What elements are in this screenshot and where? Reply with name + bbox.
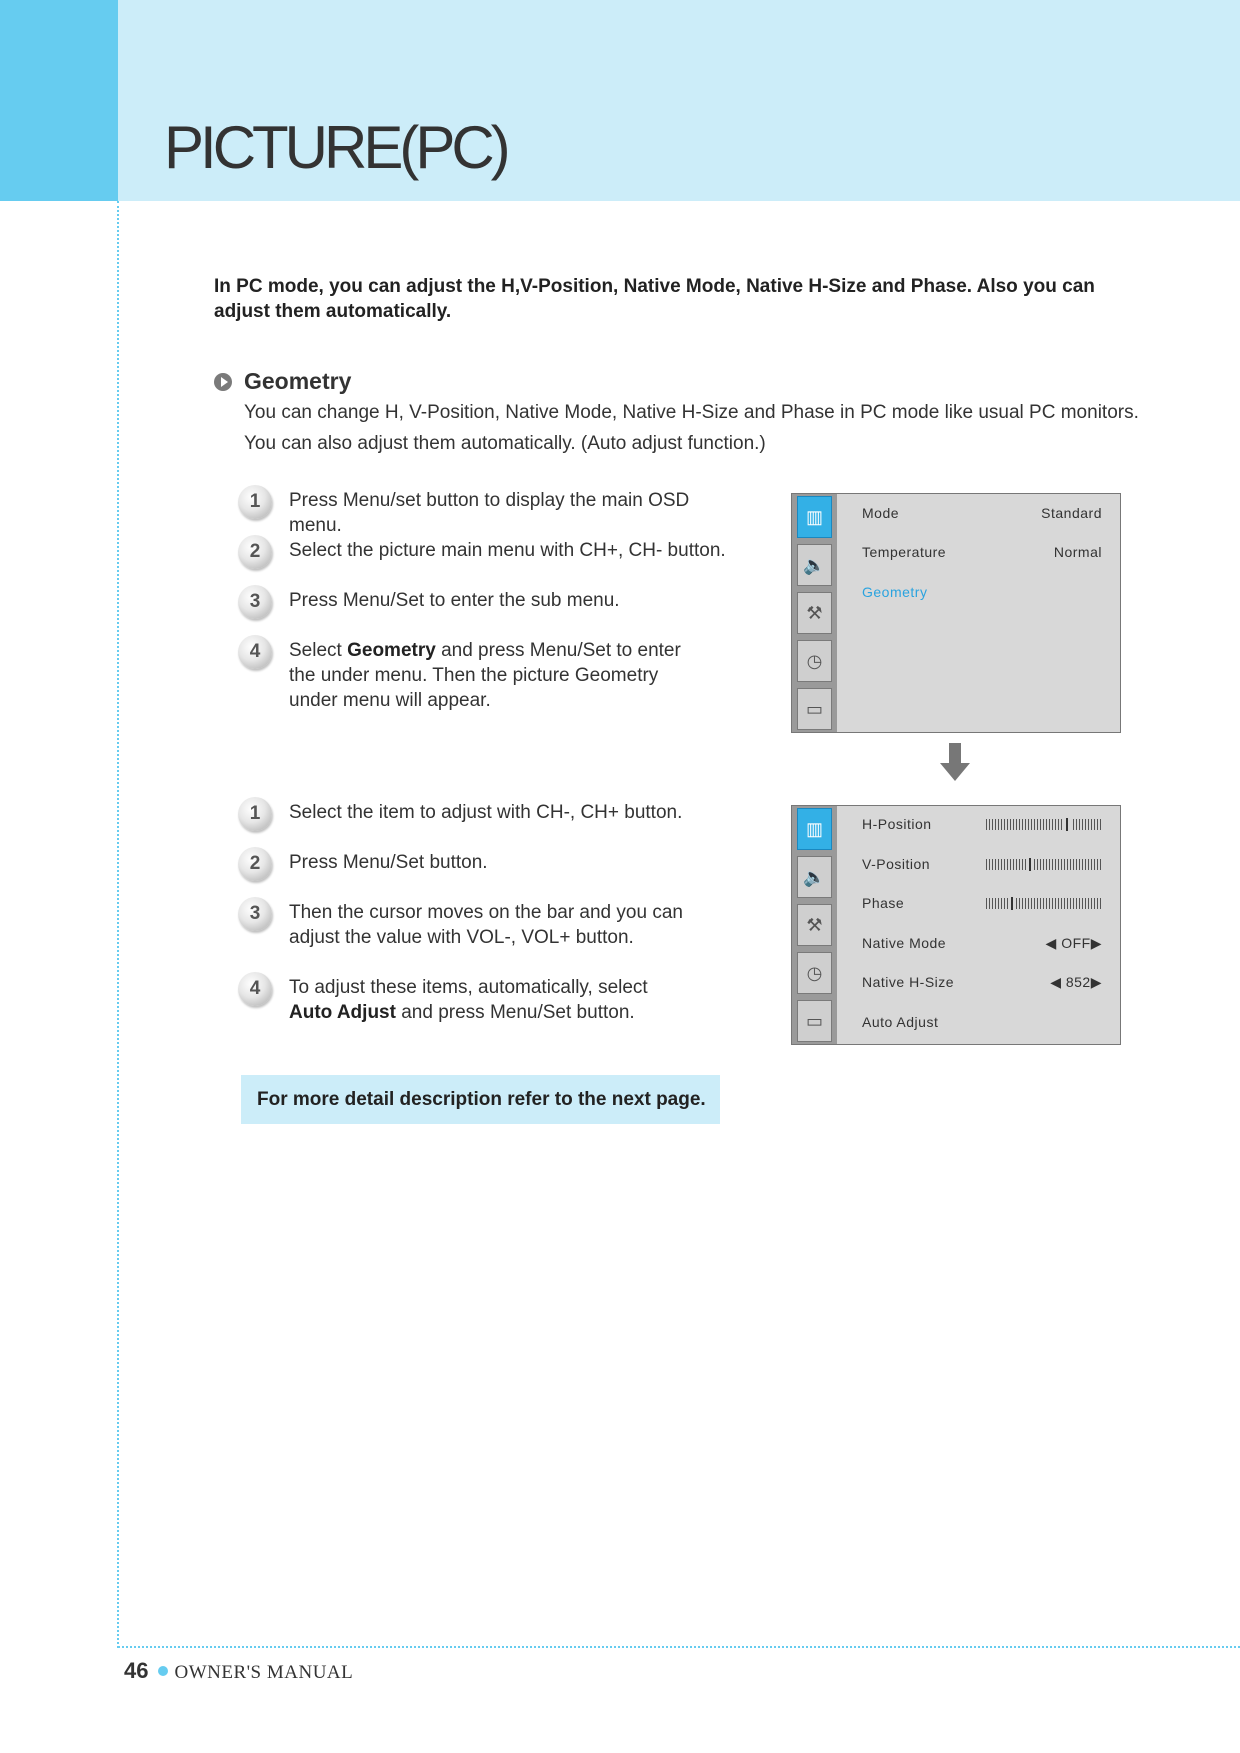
left-dotted-rule [117, 201, 119, 1648]
osd-row-auto-adjust[interactable] [862, 1014, 1102, 1030]
step-text: Press Menu/Set button. [289, 852, 488, 873]
right-arrow-icon: ▶ [1090, 974, 1102, 990]
osd-label: Auto Adjust [862, 1014, 939, 1030]
step-number-badge: 3 [238, 897, 272, 931]
step-number-badge: 4 [238, 972, 272, 1006]
page-number: 46 [124, 1658, 149, 1683]
osd-label: Native Mode [862, 935, 947, 951]
right-arrow-icon: ▶ [1090, 935, 1102, 951]
left-arrow-icon: ◀ [1045, 935, 1057, 951]
bullet-icon [158, 1666, 168, 1676]
step-text: Then the cursor moves on the bar and you can adjust the value with VOL-, VOL+ button. [289, 902, 683, 948]
osd-row-v-position[interactable] [862, 856, 1102, 872]
step-number-badge: 1 [238, 485, 272, 519]
phase-slider[interactable] [986, 898, 1102, 909]
footer [124, 1658, 353, 1684]
setup-icon[interactable]: ⚒ [797, 904, 832, 946]
step-text: Select the picture main menu with CH+, CH- button. [289, 540, 726, 561]
slider-cursor[interactable] [1063, 818, 1071, 831]
header-side-block [0, 0, 118, 201]
osd-label: Temperature [862, 544, 947, 560]
picture-icon[interactable]: ▥ [797, 496, 832, 538]
section-description-line-2: You can also adjust them automatically. (Auto adjust function.) [244, 433, 766, 454]
section-title: Geometry [244, 368, 352, 394]
intro-text: In PC mode, you can adjust the H,V-Position, Native Mode, Native H-Size and Phase. Also you can adjust them automatically. [214, 276, 1095, 322]
picture-icon[interactable]: ▥ [797, 808, 832, 850]
left-arrow-icon: ◀ [1050, 974, 1062, 990]
osd-row-native-h-size[interactable] [862, 974, 1102, 990]
step-number-badge: 2 [238, 847, 272, 881]
slider-cursor[interactable] [1026, 858, 1034, 871]
osd-value[interactable]: ◀ OFF▶ [1045, 935, 1102, 951]
osd-label: Geometry [862, 584, 928, 600]
h-position-slider[interactable] [986, 819, 1102, 830]
step-keyword: Auto Adjust [289, 1002, 396, 1023]
step-text: Select Geometry and press Menu/Set to enter the under menu. Then the picture Geometry under menu will appear. [289, 640, 681, 711]
osd-label: V-Position [862, 856, 931, 872]
osd-label: Native H-Size [862, 974, 955, 990]
step-number-badge: 2 [238, 535, 272, 569]
osd-label: H-Position [862, 816, 932, 832]
step-number-badge: 3 [238, 585, 272, 619]
note-box: For more detail description refer to the next page. [241, 1075, 720, 1124]
osd-row-phase[interactable] [862, 895, 1102, 911]
slider-cursor[interactable] [1008, 897, 1016, 910]
tv-icon[interactable]: ▭ [797, 688, 832, 730]
osd-value[interactable]: ◀ 852▶ [1050, 974, 1102, 990]
v-position-slider[interactable] [986, 859, 1102, 870]
setup-icon[interactable]: ⚒ [797, 592, 832, 634]
osd-row-geometry[interactable] [862, 584, 1102, 600]
step-number-badge: 4 [238, 635, 272, 669]
osd-row-native-mode[interactable] [862, 935, 1102, 951]
osd-value: Standard [1041, 505, 1102, 521]
osd-value: Normal [1053, 544, 1102, 560]
osd-row-temperature[interactable] [862, 544, 1102, 560]
page-title: PICTURE(PC) [164, 114, 507, 181]
arrow-down-icon [944, 743, 966, 783]
osd-geometry-menu [791, 805, 1121, 1045]
osd-label: Phase [862, 895, 905, 911]
sound-icon[interactable]: 🔈 [797, 856, 832, 898]
osd-label: Mode [862, 505, 900, 521]
tv-icon[interactable]: ▭ [797, 1000, 832, 1042]
sound-icon[interactable]: 🔈 [797, 544, 832, 586]
osd-icon-column [792, 806, 837, 1044]
osd-row-mode[interactable] [862, 505, 1102, 521]
bottom-dotted-rule [118, 1646, 1240, 1648]
step-text: Press Menu/Set to enter the sub menu. [289, 590, 620, 611]
footer-label: OWNER'S MANUAL [174, 1662, 354, 1683]
step-text: Select the item to adjust with CH-, CH+ button. [289, 802, 683, 823]
step-text: Press Menu/set button to display the main OSD menu. [289, 490, 690, 536]
step-text: To adjust these items, automatically, select Auto Adjust and press Menu/Set button. [289, 977, 648, 1023]
section-bullet-icon [214, 373, 232, 391]
osd-icon-column [792, 494, 837, 732]
section-description-line-1: You can change H, V-Position, Native Mode, Native H-Size and Phase in PC mode like usual PC monitors. [244, 402, 1139, 423]
osd-row-h-position[interactable] [862, 816, 1102, 832]
clock-icon[interactable]: ◷ [797, 952, 832, 994]
clock-icon[interactable]: ◷ [797, 640, 832, 682]
step-number-badge: 1 [238, 797, 272, 831]
step-keyword: Geometry [347, 640, 436, 661]
osd-main-menu [791, 493, 1121, 733]
